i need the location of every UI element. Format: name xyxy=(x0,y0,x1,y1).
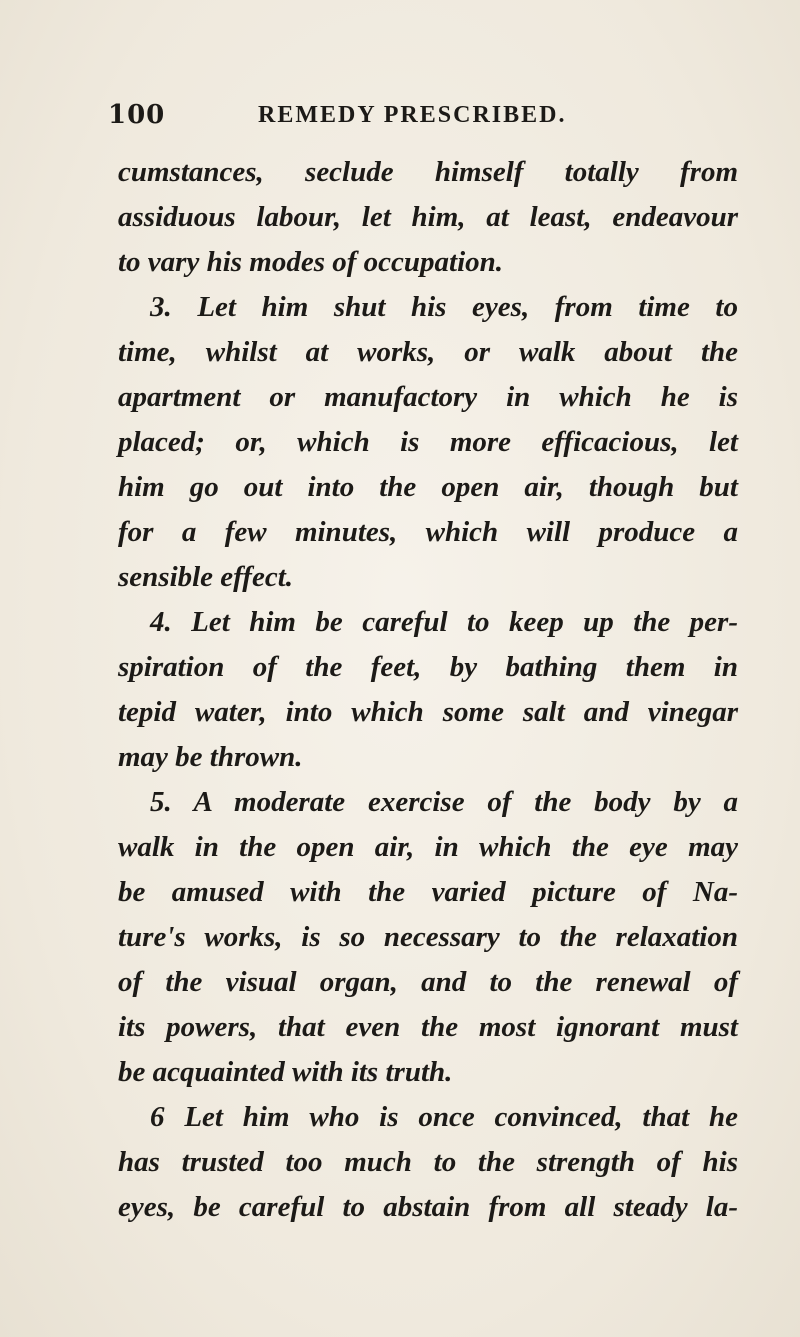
text-line: spiration of the feet, by bathing them in xyxy=(118,651,738,683)
text-line: ture's works, is so necessary to the relaxation xyxy=(118,921,738,953)
text-line: its powers, that even the most ignorant must xyxy=(118,1011,738,1043)
page-header xyxy=(108,100,708,140)
text-line: of the visual organ, and to the renewal of xyxy=(118,966,738,998)
text-line: 6 Let him who is once convinced, that he xyxy=(150,1101,738,1133)
text-line: to vary his modes of occupation. xyxy=(118,246,504,278)
text-line: him go out into the open air, though but xyxy=(118,471,738,503)
text-line: has trusted too much to the strength of his xyxy=(118,1146,738,1178)
text-line: walk in the open air, in which the eye may xyxy=(118,831,738,863)
text-line: time, whilst at works, or walk about the xyxy=(118,336,738,368)
text-line: 4. Let him be careful to keep up the per- xyxy=(150,606,738,638)
text-line: sensible effect. xyxy=(118,561,294,593)
text-line: for a few minutes, which will produce a xyxy=(118,516,738,548)
text-line: placed; or, which is more efficacious, let xyxy=(118,426,738,458)
body-text xyxy=(118,150,738,1230)
page-number: 100 xyxy=(108,100,166,130)
text-line: cumstances, seclude himself totally from xyxy=(118,156,738,188)
text-line: 5. A moderate exercise of the body by a xyxy=(150,786,738,818)
text-line: tepid water, into which some salt and vinegar xyxy=(118,696,738,728)
text-line: may be thrown. xyxy=(118,741,303,773)
text-line: 3. Let him shut his eyes, from time to xyxy=(150,291,738,323)
text-line: apartment or manufactory in which he is xyxy=(118,381,738,413)
text-line: assiduous labour, let him, at least, endeavour xyxy=(118,201,738,233)
text-line: be amused with the varied picture of Na- xyxy=(118,876,738,908)
text-line: eyes, be careful to abstain from all steady la- xyxy=(118,1191,738,1223)
running-head: REMEDY PRESCRIBED. xyxy=(258,102,567,128)
text-line: be acquainted with its truth. xyxy=(118,1056,453,1088)
